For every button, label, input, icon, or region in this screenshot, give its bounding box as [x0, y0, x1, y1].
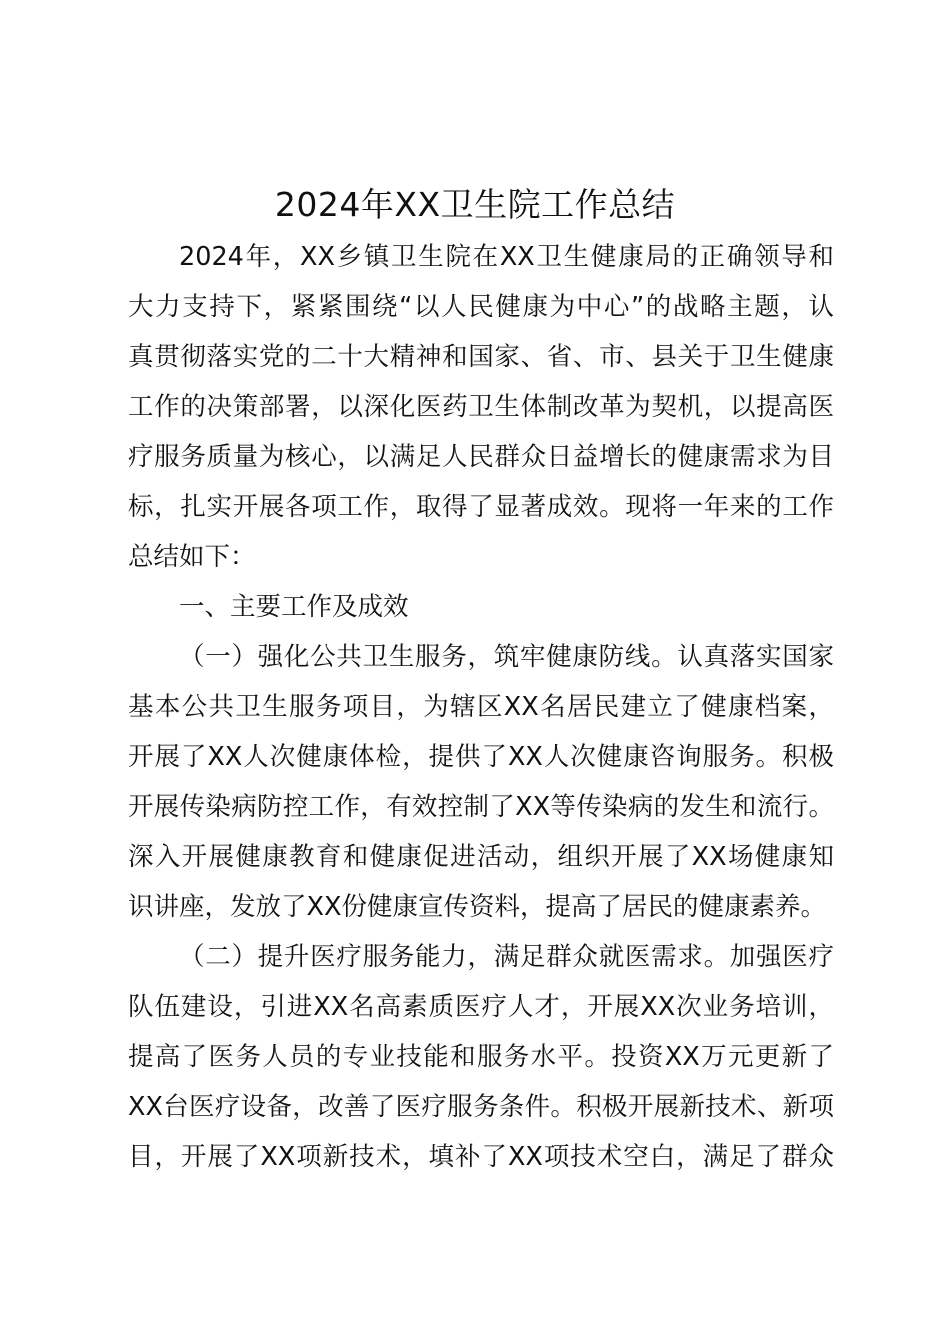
text-line: 2024年，XX乡镇卫生院在XX卫生健康局的正确领导和: [179, 242, 834, 272]
document-title: 2024年XX卫生院工作总结: [274, 185, 676, 224]
text-line: 基本公共卫生服务项目，为辖区XX名居民建立了健康档案，: [128, 692, 834, 722]
document-body: [128, 232, 834, 1182]
text-line: XX台医疗设备，改善了医疗服务条件。积极开展新技术、新项: [128, 1092, 834, 1122]
text-line: 开展了XX人次健康体检，提供了XX人次健康咨询服务。积极: [128, 742, 834, 772]
text-line: 标，扎实开展各项工作，取得了显著成效。现将一年来的工作: [128, 492, 834, 522]
text-line: 目，开展了XX项新技术，填补了XX项技术空白，满足了群众: [128, 1142, 834, 1172]
text-line: 识讲座，发放了XX份健康宣传资料，提高了居民的健康素养。: [128, 892, 826, 922]
text-line: 总结如下：: [128, 542, 256, 572]
text-line: 开展传染病防控工作，有效控制了XX等传染病的发生和流行。: [128, 792, 834, 822]
text-line: （一）强化公共卫生服务，筑牢健康防线。认真落实国家: [179, 642, 834, 672]
text-line: 一、主要工作及成效: [179, 592, 409, 622]
text-line: 疗服务质量为核心，以满足人民群众日益增长的健康需求为目: [128, 442, 834, 472]
text-line: （二）提升医疗服务能力，满足群众就医需求。加强医疗: [179, 942, 834, 972]
text-line: 工作的决策部署，以深化医药卫生体制改革为契机，以提高医: [128, 392, 834, 422]
text-line: 提高了医务人员的专业技能和服务水平。投资XX万元更新了: [128, 1042, 834, 1072]
text-line: 大力支持下，紧紧围绕“以人民健康为中心”的战略主题，认: [128, 292, 834, 322]
text-line: 队伍建设，引进XX名高素质医疗人才，开展XX次业务培训，: [128, 992, 834, 1022]
text-line: 深入开展健康教育和健康促进活动，组织开展了XX场健康知: [128, 842, 834, 872]
text-line: 真贯彻落实党的二十大精神和国家、省、市、县关于卫生健康: [128, 342, 834, 372]
